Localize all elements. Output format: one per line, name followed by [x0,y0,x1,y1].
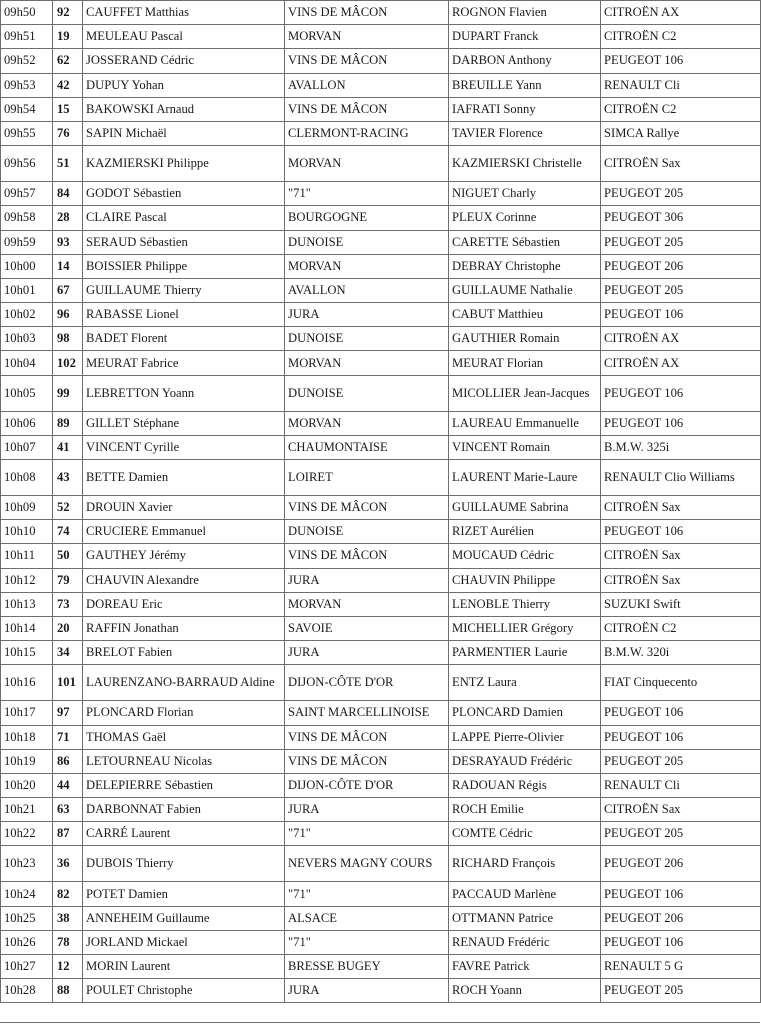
driver-cell: BRELOT Fabien [83,641,285,665]
codriver-cell: FAVRE Patrick [449,955,601,979]
car-model-cell: RENAULT Clio Williams [601,460,761,496]
codriver-cell: LENOBLE Thierry [449,592,601,616]
car-model-cell: SUZUKI Swift [601,592,761,616]
table-row [1,979,761,1003]
team-cell: MORVAN [285,25,449,49]
driver-cell: BOISSIER Philippe [83,254,285,278]
driver-cell: JORLAND Mickael [83,930,285,954]
driver-cell: GAUTHEY Jérémy [83,544,285,568]
table-row [1,641,761,665]
start-time-cell: 10h07 [1,435,53,459]
car-number-cell: 102 [53,351,83,375]
start-time-cell: 10h11 [1,544,53,568]
start-time-cell: 10h05 [1,375,53,411]
car-model-cell: CITROËN C2 [601,25,761,49]
table-row [1,930,761,954]
team-cell: MORVAN [285,351,449,375]
driver-cell: SAPIN Michaël [83,121,285,145]
table-row [1,146,761,182]
car-model-cell: PEUGEOT 206 [601,254,761,278]
team-cell: VINS DE MÂCON [285,1,449,25]
start-time-cell: 10h15 [1,641,53,665]
car-model-cell: PEUGEOT 205 [601,230,761,254]
team-cell: MORVAN [285,592,449,616]
codriver-cell: PACCAUD Marlène [449,882,601,906]
driver-cell: CLAIRE Pascal [83,206,285,230]
table-row [1,49,761,73]
car-number-cell: 43 [53,460,83,496]
codriver-cell: RADOUAN Régis [449,773,601,797]
team-cell: VINS DE MÂCON [285,544,449,568]
car-model-cell: RENAULT Cli [601,773,761,797]
start-time-cell: 10h28 [1,979,53,1003]
team-cell: BRESSE BUGEY [285,955,449,979]
car-number-cell: 98 [53,327,83,351]
car-number-cell: 42 [53,73,83,97]
table-row [1,351,761,375]
codriver-cell: PARMENTIER Laurie [449,641,601,665]
start-time-cell: 10h27 [1,955,53,979]
table-row [1,182,761,206]
codriver-cell: DEBRAY Christophe [449,254,601,278]
driver-cell: JOSSERAND Cédric [83,49,285,73]
car-model-cell: CITROËN AX [601,351,761,375]
codriver-cell: DARBON Anthony [449,49,601,73]
table-row [1,496,761,520]
start-time-cell: 10h14 [1,616,53,640]
table-row [1,701,761,725]
car-number-cell: 36 [53,846,83,882]
car-model-cell: PEUGEOT 106 [601,882,761,906]
codriver-cell: LAURENT Marie-Laure [449,460,601,496]
team-cell: BOURGOGNE [285,206,449,230]
car-number-cell: 34 [53,641,83,665]
table-row [1,725,761,749]
team-cell: VINS DE MÂCON [285,97,449,121]
team-cell: "71" [285,822,449,846]
codriver-cell: CHAUVIN Philippe [449,568,601,592]
start-time-cell: 10h00 [1,254,53,278]
codriver-cell: LAPPE Pierre-Olivier [449,725,601,749]
table-row [1,460,761,496]
table-row [1,97,761,121]
team-cell: "71" [285,882,449,906]
start-time-cell: 10h24 [1,882,53,906]
start-time-cell: 10h10 [1,520,53,544]
driver-cell: BADET Florent [83,327,285,351]
codriver-cell: RENAUD Frédéric [449,930,601,954]
table-row [1,206,761,230]
team-cell: DUNOISE [285,375,449,411]
start-time-cell: 09h54 [1,97,53,121]
table-row [1,773,761,797]
start-time-cell: 09h52 [1,49,53,73]
table-row [1,411,761,435]
car-number-cell: 97 [53,701,83,725]
codriver-cell: PLONCARD Damien [449,701,601,725]
team-cell: MORVAN [285,411,449,435]
codriver-cell: VINCENT Romain [449,435,601,459]
car-model-cell: CITROËN AX [601,1,761,25]
driver-cell: KAZMIERSKI Philippe [83,146,285,182]
car-model-cell: CITROËN Sax [601,568,761,592]
car-number-cell: 63 [53,798,83,822]
start-time-cell: 09h51 [1,25,53,49]
table-row [1,278,761,302]
driver-cell: THOMAS Gaël [83,725,285,749]
start-time-cell: 10h13 [1,592,53,616]
codriver-cell: CABUT Matthieu [449,303,601,327]
driver-cell: RAFFIN Jonathan [83,616,285,640]
car-model-cell: PEUGEOT 205 [601,182,761,206]
car-model-cell: PEUGEOT 106 [601,930,761,954]
codriver-cell: LAUREAU Emmanuelle [449,411,601,435]
driver-cell: LETOURNEAU Nicolas [83,749,285,773]
car-number-cell: 93 [53,230,83,254]
team-cell: "71" [285,182,449,206]
team-cell: SAINT MARCELLINOISE [285,701,449,725]
start-time-cell: 10h17 [1,701,53,725]
car-model-cell: B.M.W. 320i [601,641,761,665]
start-time-cell: 10h26 [1,930,53,954]
codriver-cell: MEURAT Florian [449,351,601,375]
team-cell: AVALLON [285,73,449,97]
table-row [1,798,761,822]
start-time-cell: 10h25 [1,906,53,930]
car-number-cell: 74 [53,520,83,544]
team-cell: VINS DE MÂCON [285,496,449,520]
table-row [1,955,761,979]
table-row [1,906,761,930]
team-cell: JURA [285,641,449,665]
car-number-cell: 92 [53,1,83,25]
codriver-cell: GUILLAUME Sabrina [449,496,601,520]
driver-cell: CAUFFET Matthias [83,1,285,25]
car-model-cell: CITROËN C2 [601,616,761,640]
start-time-cell: 10h01 [1,278,53,302]
team-cell: DUNOISE [285,520,449,544]
team-cell: MORVAN [285,146,449,182]
team-cell: JURA [285,798,449,822]
car-model-cell: CITROËN Sax [601,798,761,822]
start-time-cell: 09h50 [1,1,53,25]
driver-cell: GODOT Sébastien [83,182,285,206]
car-number-cell: 51 [53,146,83,182]
driver-cell: RABASSE Lionel [83,303,285,327]
table-row [1,73,761,97]
car-number-cell: 38 [53,906,83,930]
start-time-cell: 10h22 [1,822,53,846]
car-model-cell: PEUGEOT 206 [601,906,761,930]
car-model-cell: CITROËN Sax [601,146,761,182]
car-number-cell: 87 [53,822,83,846]
codriver-cell: ROCH Yoann [449,979,601,1003]
codriver-cell: RICHARD François [449,846,601,882]
team-cell: DIJON-CÔTE D'OR [285,773,449,797]
codriver-cell: BREUILLE Yann [449,73,601,97]
team-cell: SAVOIE [285,616,449,640]
codriver-cell: IAFRATI Sonny [449,97,601,121]
start-time-cell: 09h56 [1,146,53,182]
car-number-cell: 84 [53,182,83,206]
team-cell: DUNOISE [285,230,449,254]
car-number-cell: 50 [53,544,83,568]
car-model-cell: PEUGEOT 106 [601,375,761,411]
table-row [1,616,761,640]
table-row [1,544,761,568]
start-time-cell: 10h03 [1,327,53,351]
codriver-cell: PLEUX Corinne [449,206,601,230]
team-cell: DIJON-CÔTE D'OR [285,665,449,701]
driver-cell: MORIN Laurent [83,955,285,979]
team-cell: JURA [285,568,449,592]
car-model-cell: PEUGEOT 106 [601,520,761,544]
start-time-cell: 09h58 [1,206,53,230]
codriver-cell: CARETTE Sébastien [449,230,601,254]
codriver-cell: GAUTHIER Romain [449,327,601,351]
car-number-cell: 73 [53,592,83,616]
driver-cell: DUBOIS Thierry [83,846,285,882]
codriver-cell: TAVIER Florence [449,121,601,145]
start-time-cell: 10h23 [1,846,53,882]
table-row [1,568,761,592]
team-cell: MORVAN [285,254,449,278]
car-model-cell: CITROËN Sax [601,544,761,568]
team-cell: "71" [285,930,449,954]
car-number-cell: 15 [53,97,83,121]
driver-cell: DELEPIERRE Sébastien [83,773,285,797]
driver-cell: POULET Christophe [83,979,285,1003]
team-cell: AVALLON [285,278,449,302]
driver-cell: DUPUY Yohan [83,73,285,97]
car-number-cell: 41 [53,435,83,459]
start-time-cell: 10h20 [1,773,53,797]
table-row [1,846,761,882]
start-time-cell: 10h02 [1,303,53,327]
car-model-cell: CITROËN C2 [601,97,761,121]
car-number-cell: 86 [53,749,83,773]
codriver-cell: DUPART Franck [449,25,601,49]
driver-cell: GUILLAUME Thierry [83,278,285,302]
car-number-cell: 88 [53,979,83,1003]
codriver-cell: NIGUET Charly [449,182,601,206]
table-row [1,254,761,278]
team-cell: CHAUMONTAISE [285,435,449,459]
codriver-cell: RIZET Aurélien [449,520,601,544]
table-row [1,882,761,906]
codriver-cell: MOUCAUD Cédric [449,544,601,568]
table-row [1,303,761,327]
team-cell: VINS DE MÂCON [285,49,449,73]
car-model-cell: PEUGEOT 205 [601,278,761,302]
team-cell: VINS DE MÂCON [285,749,449,773]
table-row [1,435,761,459]
codriver-cell: ENTZ Laura [449,665,601,701]
start-time-cell: 09h59 [1,230,53,254]
driver-cell: POTET Damien [83,882,285,906]
driver-cell: DROUIN Xavier [83,496,285,520]
driver-cell: ANNEHEIM Guillaume [83,906,285,930]
car-number-cell: 52 [53,496,83,520]
car-number-cell: 62 [53,49,83,73]
start-time-cell: 10h21 [1,798,53,822]
car-number-cell: 20 [53,616,83,640]
car-model-cell: SIMCA Rallye [601,121,761,145]
car-model-cell: PEUGEOT 106 [601,725,761,749]
driver-cell: LAURENZANO-BARRAUD Aldine [83,665,285,701]
driver-cell: DARBONNAT Fabien [83,798,285,822]
codriver-cell: OTTMANN Patrice [449,906,601,930]
car-model-cell: RENAULT Cli [601,73,761,97]
start-time-cell: 10h06 [1,411,53,435]
car-number-cell: 96 [53,303,83,327]
start-time-cell: 09h53 [1,73,53,97]
table-row [1,1,761,25]
table-row [1,327,761,351]
car-model-cell: PEUGEOT 205 [601,979,761,1003]
car-model-cell: PEUGEOT 306 [601,206,761,230]
car-model-cell: FIAT Cinquecento [601,665,761,701]
driver-cell: CARRÉ Laurent [83,822,285,846]
car-number-cell: 28 [53,206,83,230]
car-number-cell: 14 [53,254,83,278]
team-cell: JURA [285,303,449,327]
car-model-cell: PEUGEOT 106 [601,303,761,327]
codriver-cell: MICOLLIER Jean-Jacques [449,375,601,411]
car-model-cell: PEUGEOT 205 [601,749,761,773]
team-cell: DUNOISE [285,327,449,351]
driver-cell: DOREAU Eric [83,592,285,616]
codriver-cell: DESRAYAUD Frédéric [449,749,601,773]
car-model-cell: CITROËN AX [601,327,761,351]
start-time-cell: 10h09 [1,496,53,520]
table-row [1,822,761,846]
car-model-cell: PEUGEOT 205 [601,822,761,846]
car-number-cell: 89 [53,411,83,435]
team-cell: VINS DE MÂCON [285,725,449,749]
car-number-cell: 76 [53,121,83,145]
codriver-cell: ROCH Emilie [449,798,601,822]
car-model-cell: RENAULT 5 G [601,955,761,979]
driver-cell: LEBRETTON Yoann [83,375,285,411]
start-time-cell: 09h55 [1,121,53,145]
driver-cell: BAKOWSKI Arnaud [83,97,285,121]
team-cell: JURA [285,979,449,1003]
table-row [1,121,761,145]
table-row [1,230,761,254]
car-model-cell: PEUGEOT 106 [601,49,761,73]
codriver-cell: COMTE Cédric [449,822,601,846]
car-number-cell: 44 [53,773,83,797]
car-model-cell: PEUGEOT 106 [601,411,761,435]
start-time-cell: 09h57 [1,182,53,206]
driver-cell: BETTE Damien [83,460,285,496]
codriver-cell: MICHELLIER Grégory [449,616,601,640]
table-row [1,25,761,49]
driver-cell: MEURAT Fabrice [83,351,285,375]
start-list-body [1,1,761,1003]
driver-cell: MEULEAU Pascal [83,25,285,49]
codriver-cell: KAZMIERSKI Christelle [449,146,601,182]
start-time-cell: 10h19 [1,749,53,773]
team-cell: ALSACE [285,906,449,930]
car-number-cell: 82 [53,882,83,906]
car-number-cell: 67 [53,278,83,302]
car-model-cell: PEUGEOT 106 [601,701,761,725]
car-number-cell: 12 [53,955,83,979]
table-row [1,665,761,701]
car-number-cell: 78 [53,930,83,954]
team-cell: LOIRET [285,460,449,496]
car-model-cell: CITROËN Sax [601,496,761,520]
team-cell: NEVERS MAGNY COURS [285,846,449,882]
start-time-cell: 10h18 [1,725,53,749]
car-model-cell: PEUGEOT 206 [601,846,761,882]
table-row [1,592,761,616]
table-row [1,749,761,773]
start-time-cell: 10h08 [1,460,53,496]
start-time-cell: 10h04 [1,351,53,375]
start-time-cell: 10h16 [1,665,53,701]
car-number-cell: 101 [53,665,83,701]
start-time-cell: 10h12 [1,568,53,592]
table-row [1,520,761,544]
codriver-cell: GUILLAUME Nathalie [449,278,601,302]
driver-cell: SERAUD Sébastien [83,230,285,254]
car-number-cell: 19 [53,25,83,49]
car-number-cell: 99 [53,375,83,411]
driver-cell: CRUCIERE Emmanuel [83,520,285,544]
driver-cell: GILLET Stéphane [83,411,285,435]
team-cell: CLERMONT-RACING [285,121,449,145]
codriver-cell: ROGNON Flavien [449,1,601,25]
car-number-cell: 79 [53,568,83,592]
car-model-cell: B.M.W. 325i [601,435,761,459]
table-row [1,375,761,411]
driver-cell: CHAUVIN Alexandre [83,568,285,592]
driver-cell: PLONCARD Florian [83,701,285,725]
driver-cell: VINCENT Cyrille [83,435,285,459]
car-number-cell: 71 [53,725,83,749]
next-row-edge [0,1022,760,1034]
